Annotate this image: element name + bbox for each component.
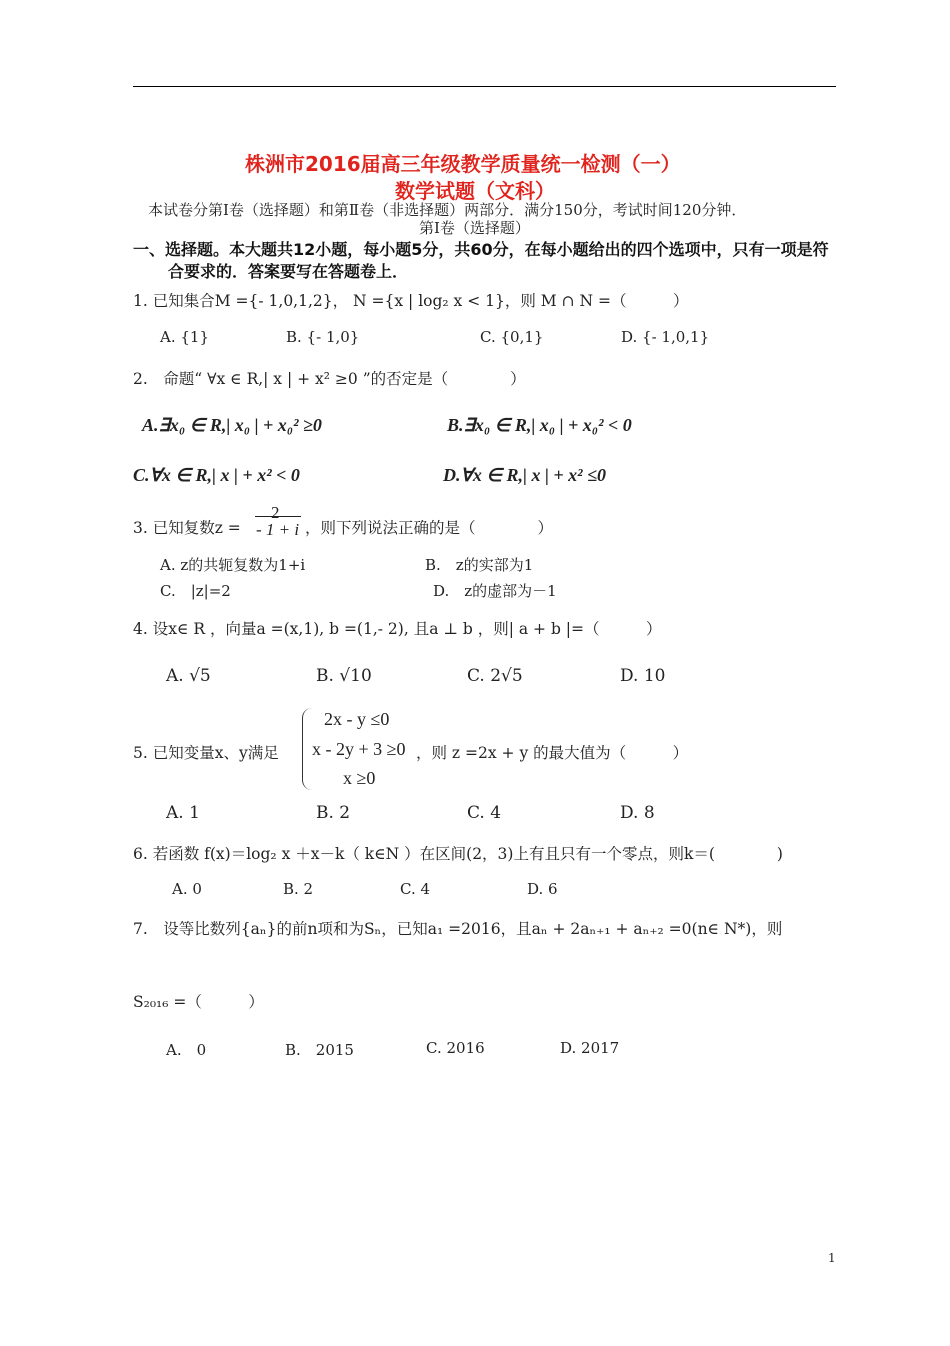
q7-option-b: B. 2015 xyxy=(285,1041,354,1059)
q2-option-b: B.∃x₀ ∈ R,| x₀ | + x₀² < 0 xyxy=(447,415,632,435)
q3-option-b: B. z的实部为1 xyxy=(425,556,534,574)
exam-subtitle: 数学试题（文科） xyxy=(395,179,555,203)
q1-option-c: C. {0,1} xyxy=(480,328,544,346)
page-number: 1 xyxy=(828,1251,836,1265)
q6-option-d: D. 6 xyxy=(527,880,558,898)
q5-option-a: A. 1 xyxy=(166,803,200,823)
q6-option-c: C. 4 xyxy=(400,880,431,898)
q4-option-d: D. 10 xyxy=(620,666,666,686)
q5-condition-1: 2x - y ≤0 xyxy=(324,709,390,729)
q7-option-c: C. 2016 xyxy=(426,1039,485,1057)
q3-fraction-denominator: - 1 + i xyxy=(256,520,300,539)
q3-stem-suffix: ，则下列说法正确的是（ ） xyxy=(305,519,554,537)
q1-option-a: A. {1} xyxy=(160,328,209,346)
q5-condition-2: x - 2y + 3 ≥0 xyxy=(312,739,406,759)
exam-intro: 本试卷分第Ⅰ卷（选择题）和第Ⅱ卷（非选择题）两部分．满分150分，考试时间120分钟． xyxy=(148,201,747,219)
q1-stem: 1. 已知集合M ={- 1,0,1,2}， N ={x | log₂ x < 1}，则 M ∩ N =（ ） xyxy=(133,292,689,310)
q5-stem-suffix: ，则 z =2x + y 的最大值为（ ） xyxy=(416,744,689,762)
q3-fraction-numerator: 2 xyxy=(271,503,280,522)
q3-option-c: C. |z|=2 xyxy=(160,582,231,600)
section-instructions-line2: 合要求的．答案要写在答题卷上． xyxy=(168,262,409,281)
q1-option-b: B. {- 1,0} xyxy=(286,328,360,346)
q5-option-b: B. 2 xyxy=(316,803,351,823)
q3-fraction-bar xyxy=(255,516,301,517)
q3-option-d: D. z的虚部为－1 xyxy=(433,582,557,600)
q5-option-d: D. 8 xyxy=(620,803,655,823)
q5-condition-3: x ≥0 xyxy=(343,768,376,788)
q5-option-c: C. 4 xyxy=(467,803,502,823)
q1-option-d: D. {- 1,0,1} xyxy=(621,328,710,346)
q6-stem: 6. 若函数 f(x)＝log₂ x ＋x－k（ k∈N ）在区间(2，3)上有且只有一个零点，则k＝( ) xyxy=(133,845,783,863)
part-heading: 第Ⅰ卷（选择题） xyxy=(419,219,530,237)
q2-option-a: A.∃x₀ ∈ R,| x₀ | + x₀² ≥0 xyxy=(142,415,322,435)
q2-option-d: D.∀x ∈ R,| x | + x² ≤0 xyxy=(443,465,606,485)
section-instructions-line1: 一、选择题。本大题共12小题，每小题5分，共60分，在每小题给出的四个选项中，只有一项是符 xyxy=(133,240,829,259)
q4-stem: 4. 设x∈ R ，向量a =(x,1), b =(1,- 2), 且a ⊥ b ，则| a + b |=（ ） xyxy=(133,620,662,638)
q7-stem: 7. 设等比数列{aₙ}的前n项和为Sₙ，已知a₁ =2016，且aₙ + 2aₙ₊₁ + aₙ₊₂ =0(n∈ N*)，则 xyxy=(133,920,783,938)
q7-option-d: D. 2017 xyxy=(560,1039,620,1057)
q3-option-a: A. z的共轭复数为1+i xyxy=(160,556,306,574)
q5-stem-prefix: 5. 已知变量x、y满足 xyxy=(133,744,279,762)
q4-option-a: A. √5 xyxy=(166,666,211,686)
q2-option-c: C.∀x ∈ R,| x | + x² < 0 xyxy=(133,465,300,485)
exam-title: 株洲市2016届高三年级教学质量统一检测（一） xyxy=(245,152,681,176)
q7-stem-tail: S₂₀₁₆ =（ ） xyxy=(133,993,264,1011)
header-rule xyxy=(133,86,836,87)
q4-option-b: B. √10 xyxy=(316,666,372,686)
q6-option-a: A. 0 xyxy=(172,880,202,898)
q2-stem: 2. 命题“ ∀x ∈ R,| x | + x² ≥0 ”的否定是（ ） xyxy=(133,370,526,388)
q6-option-b: B. 2 xyxy=(283,880,314,898)
q4-option-c: C. 2√5 xyxy=(467,666,523,686)
q7-option-a: A. 0 xyxy=(166,1041,207,1059)
q3-stem-prefix: 3. 已知复数z = xyxy=(133,519,241,537)
